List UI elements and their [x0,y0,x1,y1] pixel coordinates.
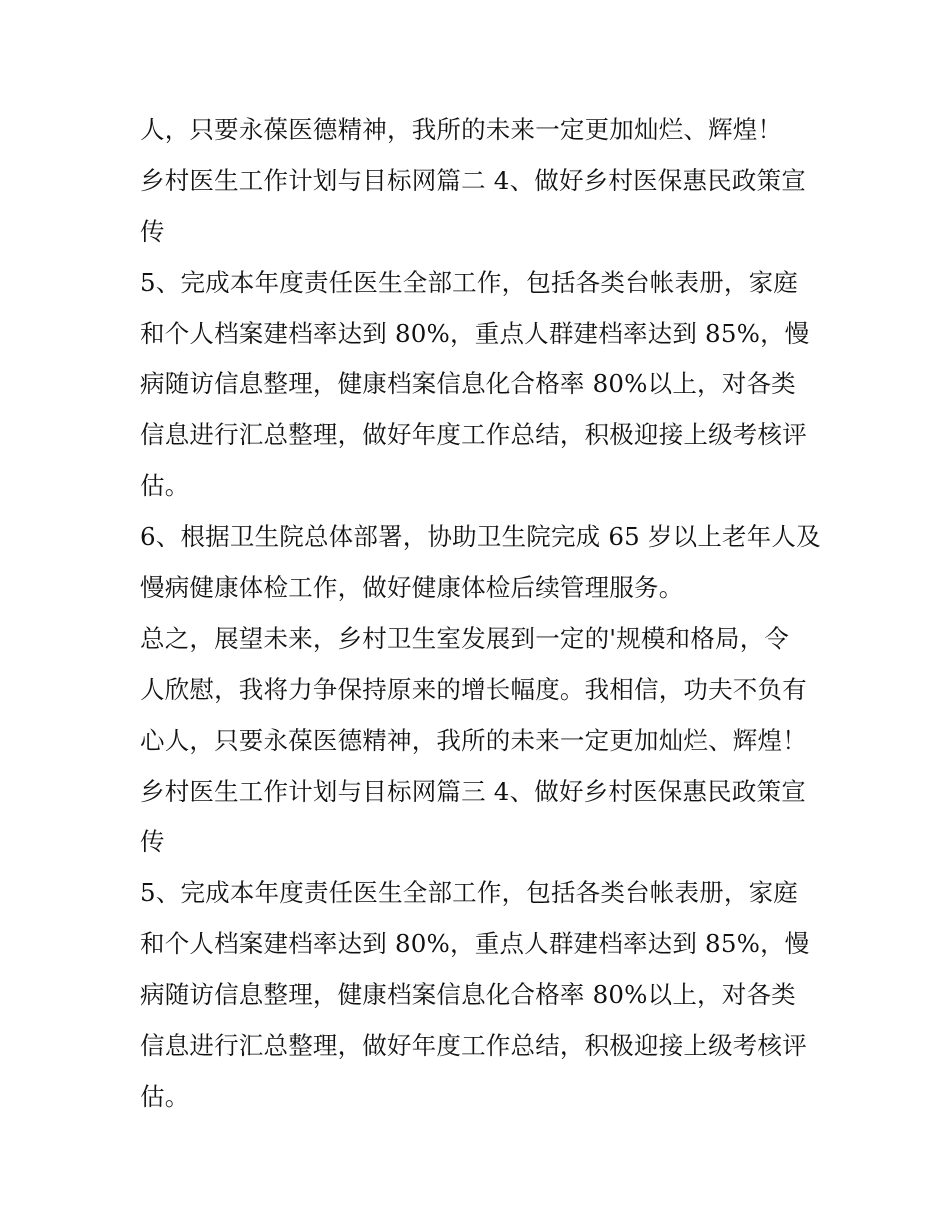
text-line: 人，只要永葆医德精神，我所的未来一定更加灿烂、辉煌！ [140,115,783,144]
text-line: 和个人档案建档率达到 80%，重点人群建档率达到 85%，慢 [140,318,810,348]
text-line: 慢病健康体检工作，做好健康体检后续管理服务。 [140,573,684,603]
text-line: 人欣慰，我将力争保持原来的增长幅度。我相信，功夫不负有 [140,674,807,704]
text-line: 5、完成本年度责任医生全部工作，包括各类台帐表册，家庭 [140,878,798,908]
text-line: 信息进行汇总整理，做好年度工作总结，积极迎接上级考核评 [140,1031,807,1061]
text-line: 6、根据卫生院总体部署，协助卫生院完成 65 岁以上老年人及 [140,522,821,552]
text-line: 和个人档案建档率达到 80%，重点人群建档率达到 85%，慢 [140,929,810,959]
text-line: 估。 [140,1081,190,1111]
document-body [140,105,820,1123]
text-line: 传 [140,827,165,857]
text-line: 心人，只要永葆医德精神，我所的未来一定更加灿烂、辉煌！ [140,725,807,755]
text-line: 估。 [140,471,190,501]
text-line: 传 [140,216,165,246]
text-line: 病随访信息整理，健康档案信息化合格率 80%以上，对各类 [140,980,796,1010]
text-line: 5、完成本年度责任医生全部工作，包括各类台帐表册，家庭 [140,267,798,297]
text-line: 乡村医生工作计划与目标网篇二 4、做好乡村医保惠民政策宣 [140,165,806,195]
text-line: 总之，展望未来，乡村卫生室发展到一定的'规模和格局，令 [140,623,790,653]
text-line: 乡村医生工作计划与目标网篇三 4、做好乡村医保惠民政策宣 [140,776,806,806]
text-line: 病随访信息整理，健康档案信息化合格率 80%以上，对各类 [140,369,796,399]
text-line: 信息进行汇总整理，做好年度工作总结，积极迎接上级考核评 [140,420,807,450]
